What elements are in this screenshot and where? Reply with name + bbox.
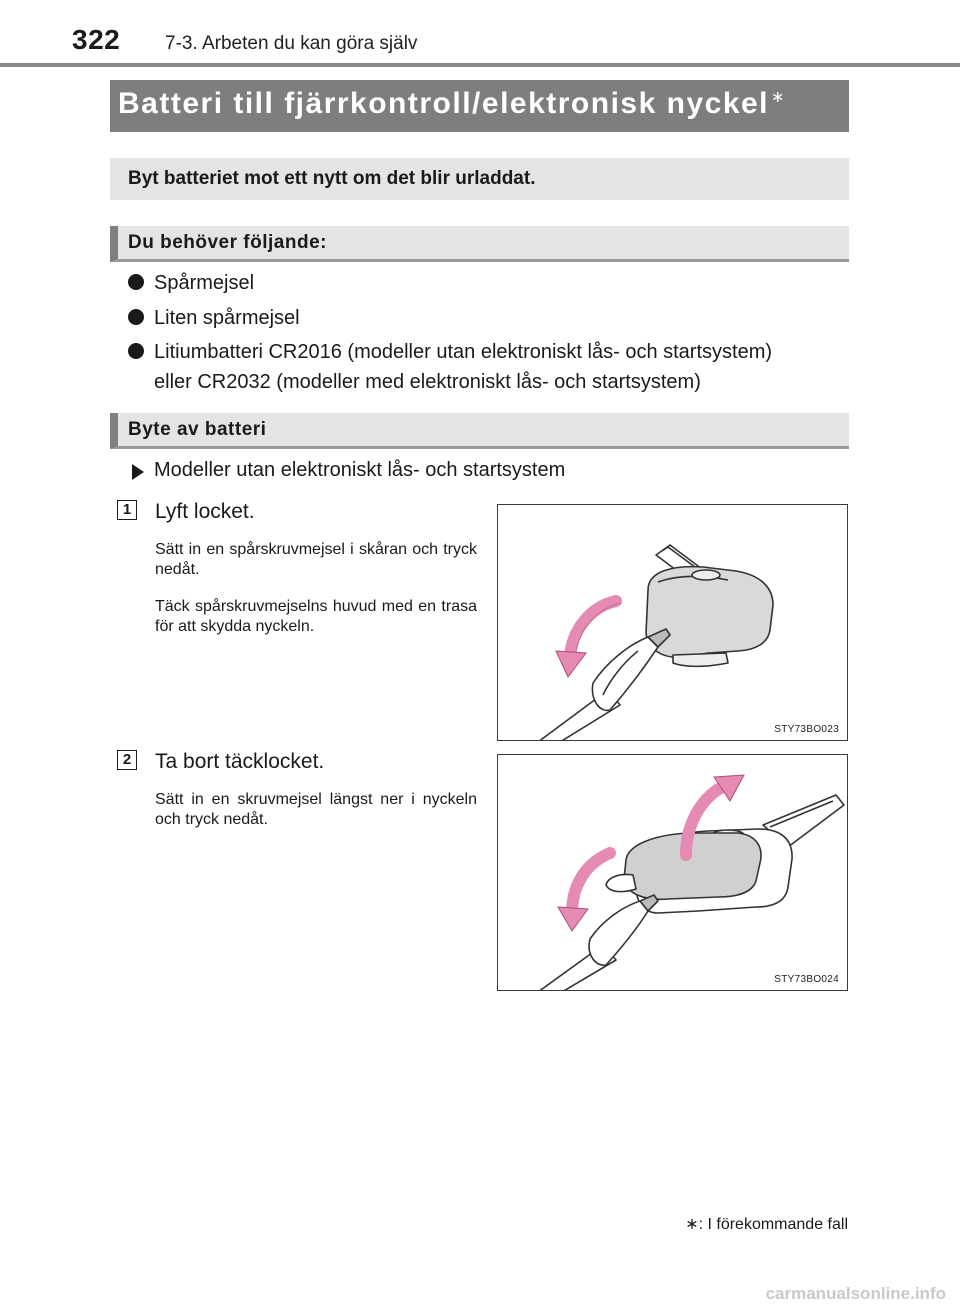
section-reference: 7-3. Arbeten du kan göra själv: [165, 33, 418, 54]
step-title: Lyft locket.: [155, 500, 255, 523]
triangle-bullet-icon: [132, 464, 144, 480]
step-note: Sätt in en spårskruvmejsel i skåran och tryck nedåt.: [155, 541, 477, 578]
needs-list-item: [128, 341, 772, 364]
key-cover-lift-illustration: [498, 505, 848, 741]
step-illustration: [497, 504, 848, 741]
step-note: Täck spårskruvmejselns huvud med en trasa för att skydda nyckeln.: [155, 598, 477, 635]
step-number: 1: [117, 500, 137, 520]
needs-item-text: Litiumbatteri CR2016 (modeller utan elektroniskt lås- och startsystem): [154, 341, 773, 363]
step-note: Sätt in en skruvmejsel längst ner i nyckeln och tryck nedåt.: [155, 791, 477, 828]
step-number: 2: [117, 750, 137, 770]
bullet-icon: [128, 343, 144, 359]
needs-list-item: [128, 272, 254, 295]
page-title: [110, 80, 849, 132]
footnote: ∗: I förekommande fall: [685, 1216, 848, 1233]
figure-code: STY73BO024: [774, 974, 839, 985]
title-asterisk: ∗: [771, 89, 786, 106]
bullet-icon: [128, 309, 144, 325]
needs-item-text: Spårmejsel: [154, 272, 255, 294]
needs-item-continuation: eller CR2032 (modeller med elektroniskt lås- och startsystem): [154, 371, 701, 393]
step-title: Ta bort täcklocket.: [155, 750, 325, 773]
intro-text: Byt batteriet mot ett nytt om det blir urladdat.: [128, 168, 536, 189]
bullet-icon: [128, 274, 144, 290]
intro-box: [110, 158, 849, 200]
header-divider: [0, 63, 960, 67]
needs-list-item: [128, 307, 300, 330]
needs-item-text: Liten spårmejsel: [154, 307, 300, 329]
page-number: 322: [72, 24, 121, 55]
watermark: carmanualsonline.info: [765, 1284, 946, 1303]
page-title-text: Batteri till fjärrkontroll/elektronisk nyckel: [118, 87, 770, 120]
model-subheading: Modeller utan elektroniskt lås- och startsystem: [154, 459, 566, 481]
needs-heading: Du behöver följande:: [110, 226, 849, 262]
figure-code: STY73BO023: [774, 724, 839, 735]
key-cover-removal-illustration: [498, 755, 848, 991]
step-illustration: [497, 754, 848, 991]
battery-change-heading: Byte av batteri: [110, 413, 849, 449]
